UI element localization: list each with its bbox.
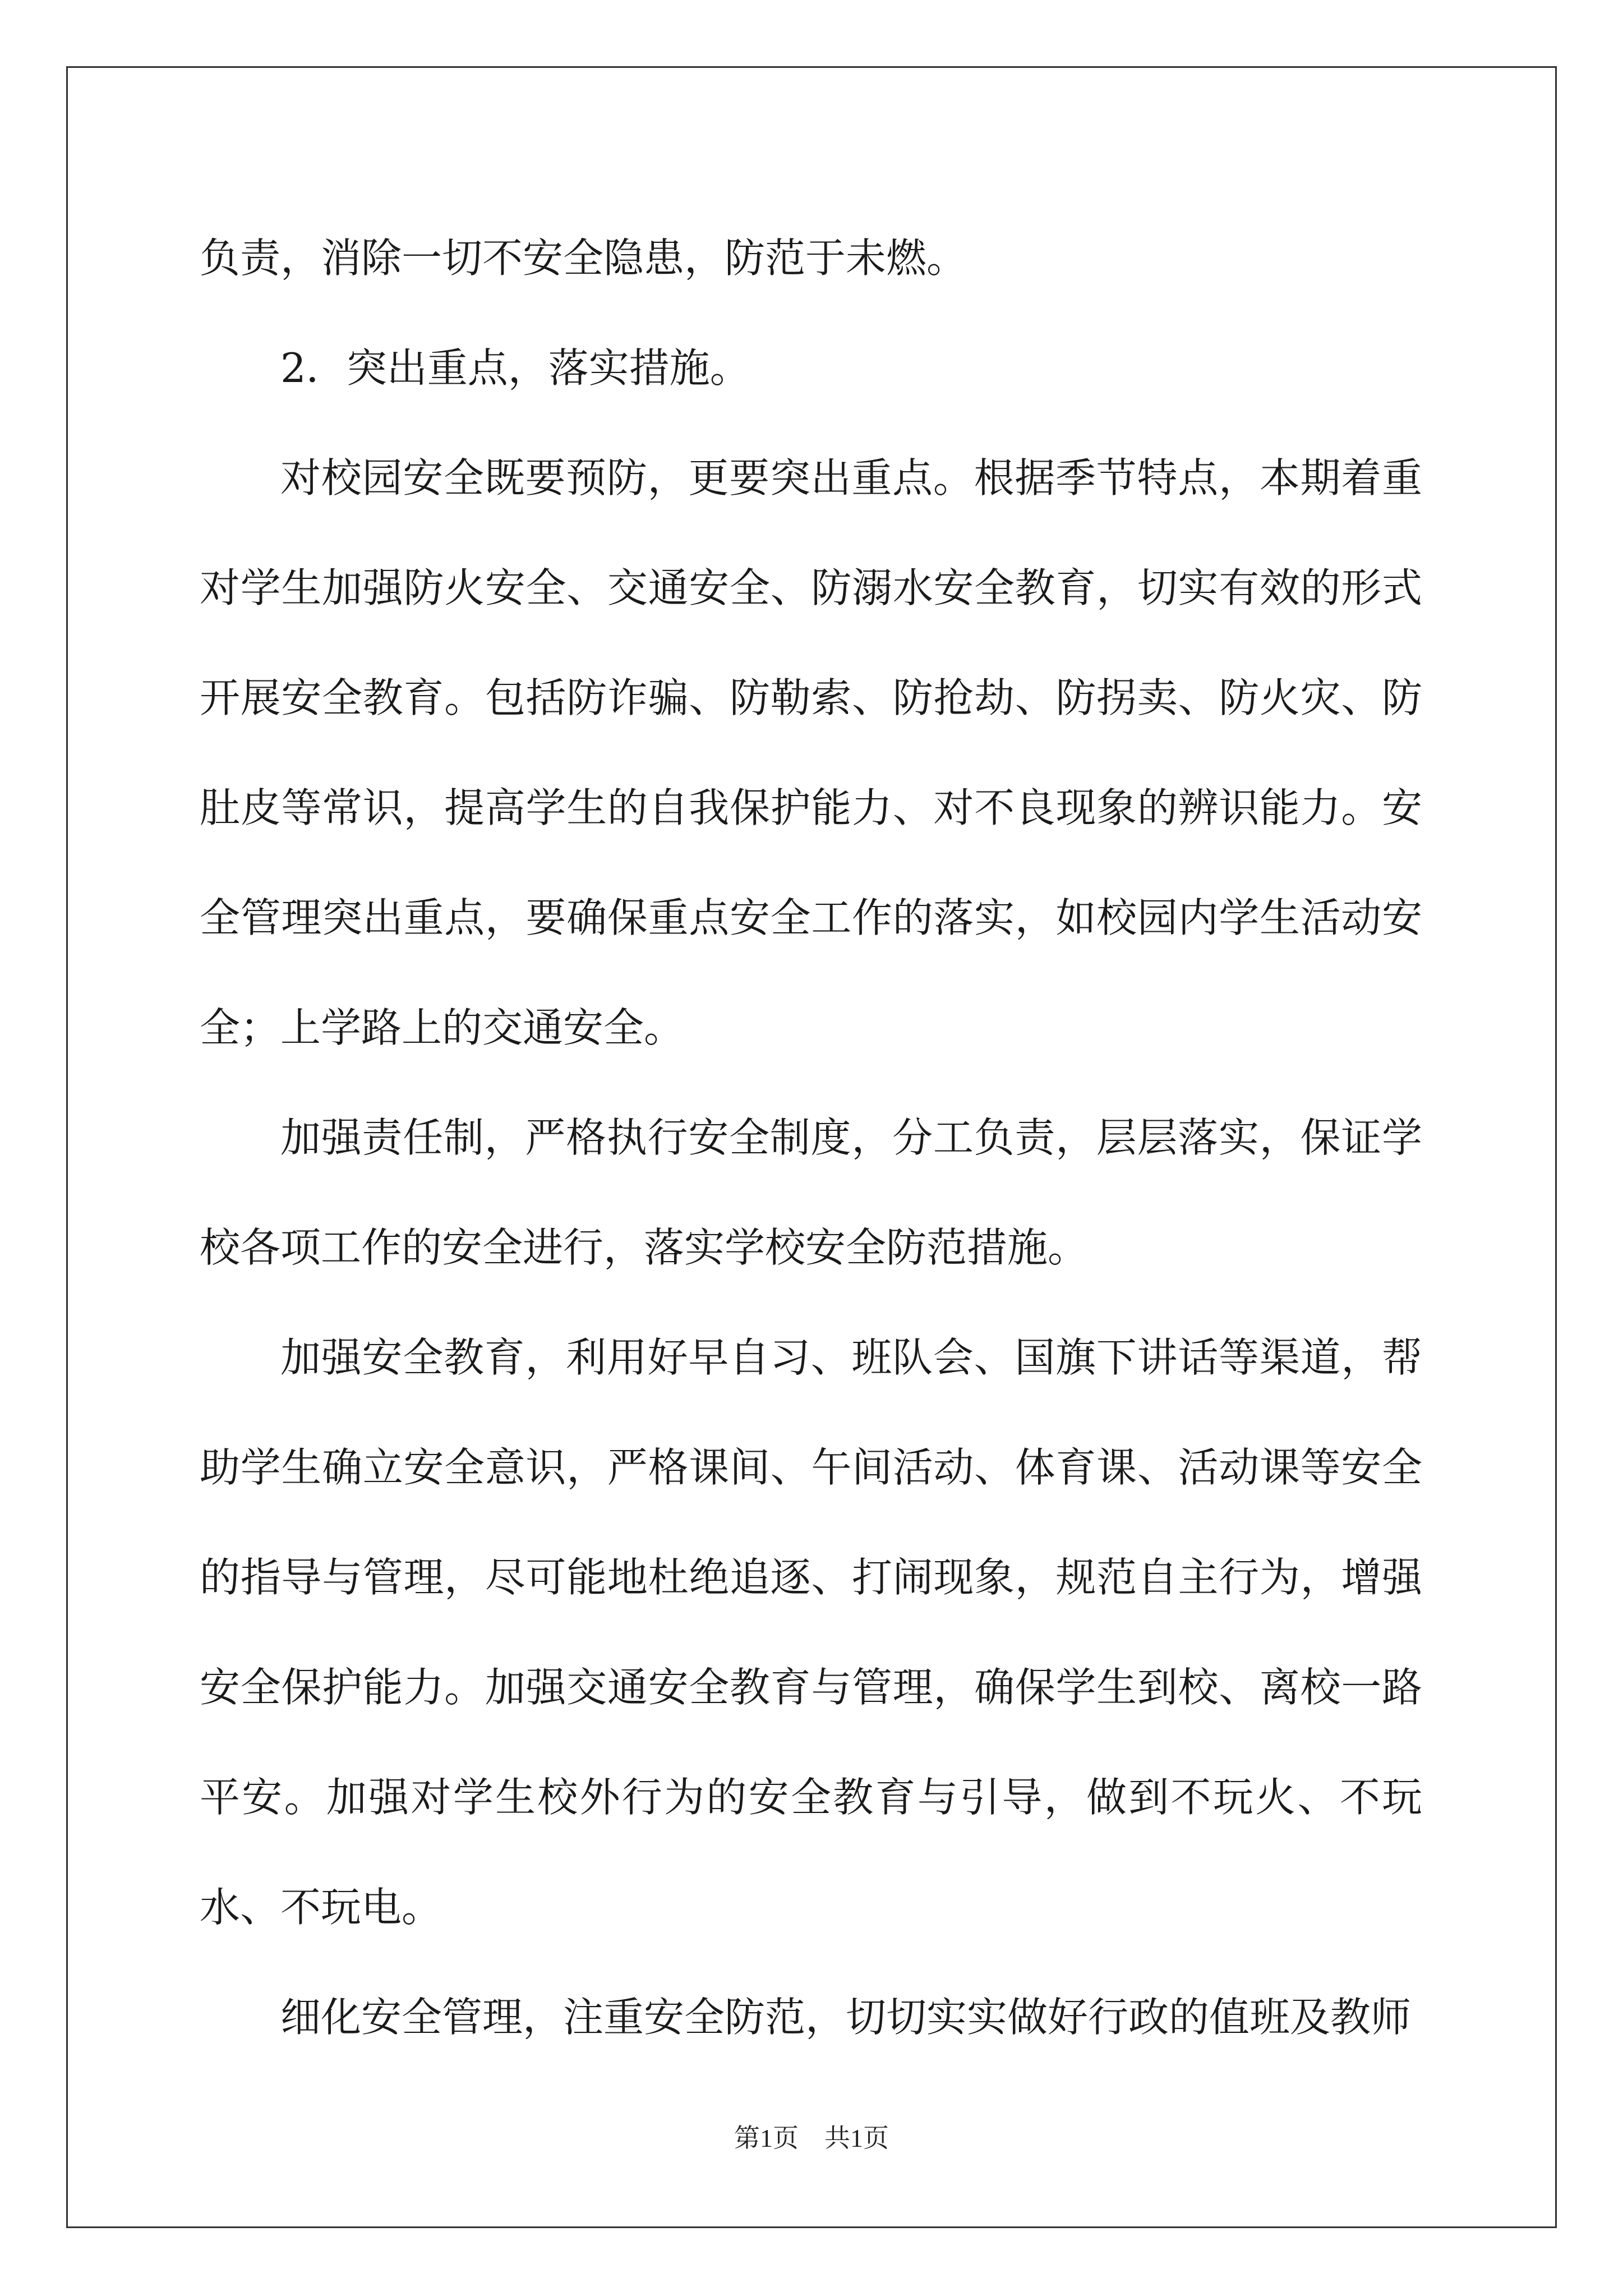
paragraph: 加强责任制，严格执行安全制度，分工负责，层层落实，保证学校各项工作的安全进行，落实学校安全防范措施。 <box>200 1114 1422 1271</box>
paragraph: 细化安全管理，注重安全防范，切切实实做好行政的值班及教师 <box>280 1994 1412 2041</box>
paragraph: 2．突出重点，落实措施。 <box>280 344 750 392</box>
paragraph: 对校园安全既要预防，更要突出重点。根据季节特点，本期着重对学生加强防火安全、交通安全、防溺水安全教育，切实有效的形式开展安全教育。包括防诈骗、防勒索、防抢劫、防拐卖、防火灾、防肚皮等常识，提高学生的自我保护能力、对不良现象的辨识能力。安全管理突出重点，要确保重点安全工作的落实，如校园内学生活动安全；上学路上的交通安全。 <box>200 454 1422 1051</box>
document-body <box>200 203 1422 2072</box>
paragraph: 负责，消除一切不安全隐患，防范于未燃。 <box>200 234 967 282</box>
page-footer: 第1页 共1页 <box>734 2124 889 2152</box>
paragraph: 加强安全教育，利用好早自习、班队会、国旗下讲话等渠道，帮助学生确立安全意识，严格课间、午间活动、体育课、活动课等安全的指导与管理，尽可能地杜绝追逐、打闹现象，规范自主行为，增强安全保护能力。加强交通安全教育与管理，确保学生到校、离校一路平安。加强对学生校外行为的安全教育与引导，做到不玩火、不玩水、不玩电。 <box>200 1334 1422 1931</box>
